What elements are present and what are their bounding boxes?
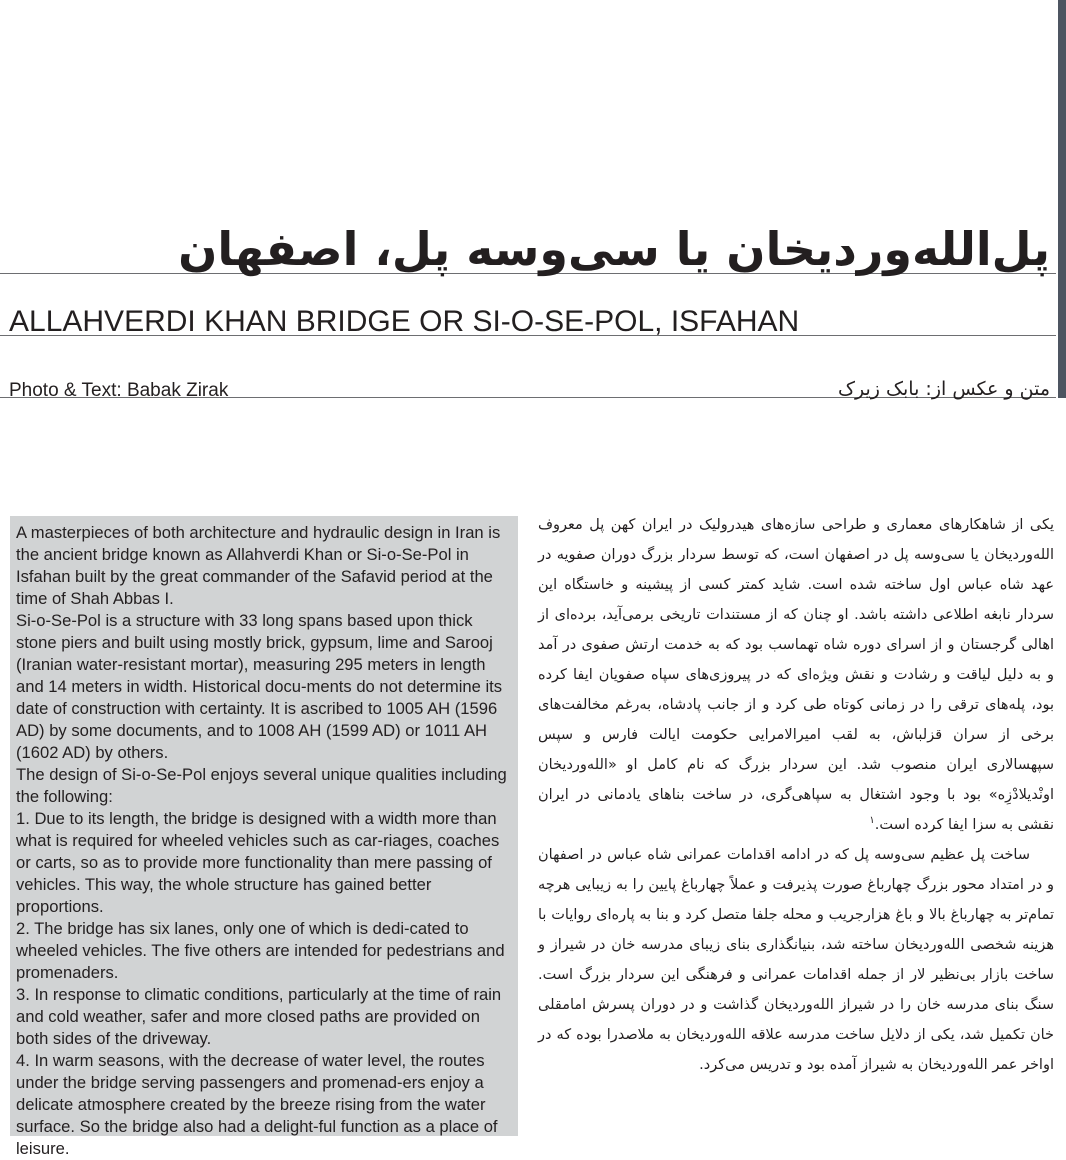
persian-credit: متن و عکس از: بابک زیرک <box>838 378 1050 400</box>
persian-text-column <box>538 510 1054 1122</box>
persian-title: پل‌الله‌وردیخان یا سی‌وسه پل، اصفهان <box>178 222 1050 276</box>
english-body: A masterpieces of both architecture and hydraulic design in Iran is the ancient bridge known as Allahverdi Khan or Si-o-Se-Pol in Isfahan built by the great commander of the Safavid period at the time of Shah Abbas I. Si-o-Se-Pol is a structure with 33 long spans based upon thick stone piers and built using mostly brick, gypsum, lime and Sarooj (Iranian water-resistant mortar), measuring 295 meters in length and 14 meters in width. Historical docu-ments do not determine its date of construction with certainty. It is ascribed to 1005 AH (1596 AD) by some documents, and to 1008 AH (1599 AD) or 1011 AH (1602 AD) by others. The design of Si-o-Se-Pol enjoys several unique qualities including the following: 1. Due to its length, the bridge is designed with a width more than what is required for wheeled vehicles such as car-riages, coaches or carts, so as to provide more functionality than mere passing of vehicles. This way, the whole structure has gained better proportions. 2. The bridge has six lanes, only one of which is dedi-cated to wheeled vehicles. The five others are intended for pedestrians and promenaders. 3. In response to climatic conditions, particularly at the time of rain and cold weather, safer and more closed paths are provided on both sides of the driveway. 4. In warm seasons, with the decrease of water level, the routes under the bridge serving passengers and promenad-ers enjoy a delicate atmosphere created by the breeze rising from the water surface. So the bridge also had a delight-ful function as a place of leisure. <box>16 523 507 1158</box>
side-accent-bar <box>1058 0 1066 398</box>
footnote-marker: ۱ <box>869 815 875 827</box>
english-title: ALLAHVERDI KHAN BRIDGE OR SI-O-SE-POL, ISFAHAN <box>9 305 800 338</box>
english-text-box <box>10 516 518 1158</box>
persian-paragraph-2: ساخت پل عظیم سی‌وسه پل که در ادامه اقدامات عمرانی شاه عباس در اصفهان و در امتداد محور بزرگ چهارباغ صورت پذیرفت و عملاً چهارباغ پایین را به زیبایی هرچه تمام‌تر به چهارباغ بالا و باغ هزارجریب و محله جلفا متصل کرد و بنا به پاره‌ای روایات با هزینه شخصی الله‌وردیخان ساخته شد، بنیانگذاری بنای زیبای مدرسه خان در شیراز و ساخت بازار بی‌نظیر لار از جمله اقدامات عمرانی و فرهنگی این سردار بزرگ است. سنگ بنای مدرسه خان را در شیراز الله‌وردیخان گذاشت و در دوران پسرش امامقلی خان تکمیل شد، یکی از دلایل ساخت مدرسه علاقه الله‌وردیخان به ملاصدرا بوده که در اواخر عمر الله‌وردیخان به شیراز آمده بود و تدریس می‌کرد. <box>538 847 1054 1073</box>
english-credit: Photo & Text: Babak Zirak <box>9 380 229 401</box>
persian-paragraph-1 <box>538 510 1054 840</box>
persian-paragraph-1-text: یکی از شاهکارهای معماری و طراحی سازه‌های هیدرولیک در ایران کهن پل معروف الله‌وردیخان یا سی‌وسه پل در اصفهان است، که توسط سردار بزرگ دوران صفویه در عهد شاه عباس اول ساخته شده است. شاید کمتر کسی از پیشینه و خاستگاه این سردار نابغه اطلاعی داشته باشد. او چنان که از مستندات تاریخی برمی‌آید، برده‌ای از اهالی گرجستان و از اسرای دوره شاه تهماسب بود که به خدمت ارتش صفوی در آمد و به دلیل لیاقت و رشادت و نقش ویژه‌ای که در پیروزی‌های سپاه صفویان ایفا کرده بود، پله‌های ترقی را در زمانی کوتاه طی کرد و از جانب پادشاه، به‌رغم مخالفت‌های برخی از سران قزلباش، به لقب امیرالامرایی حکومت ایالت فارس و سپس سپهسالاری ایران منصوب شد. این سردار بزرگ که نام کامل او «الله‌وردیخان اونْدیلادْزِه» بود با وجود اشتغال به سپاهی‌گری، در ساخت بناهای یادمانی در ایران نقشی به سزا ایفا کرده است. <box>538 517 1054 833</box>
